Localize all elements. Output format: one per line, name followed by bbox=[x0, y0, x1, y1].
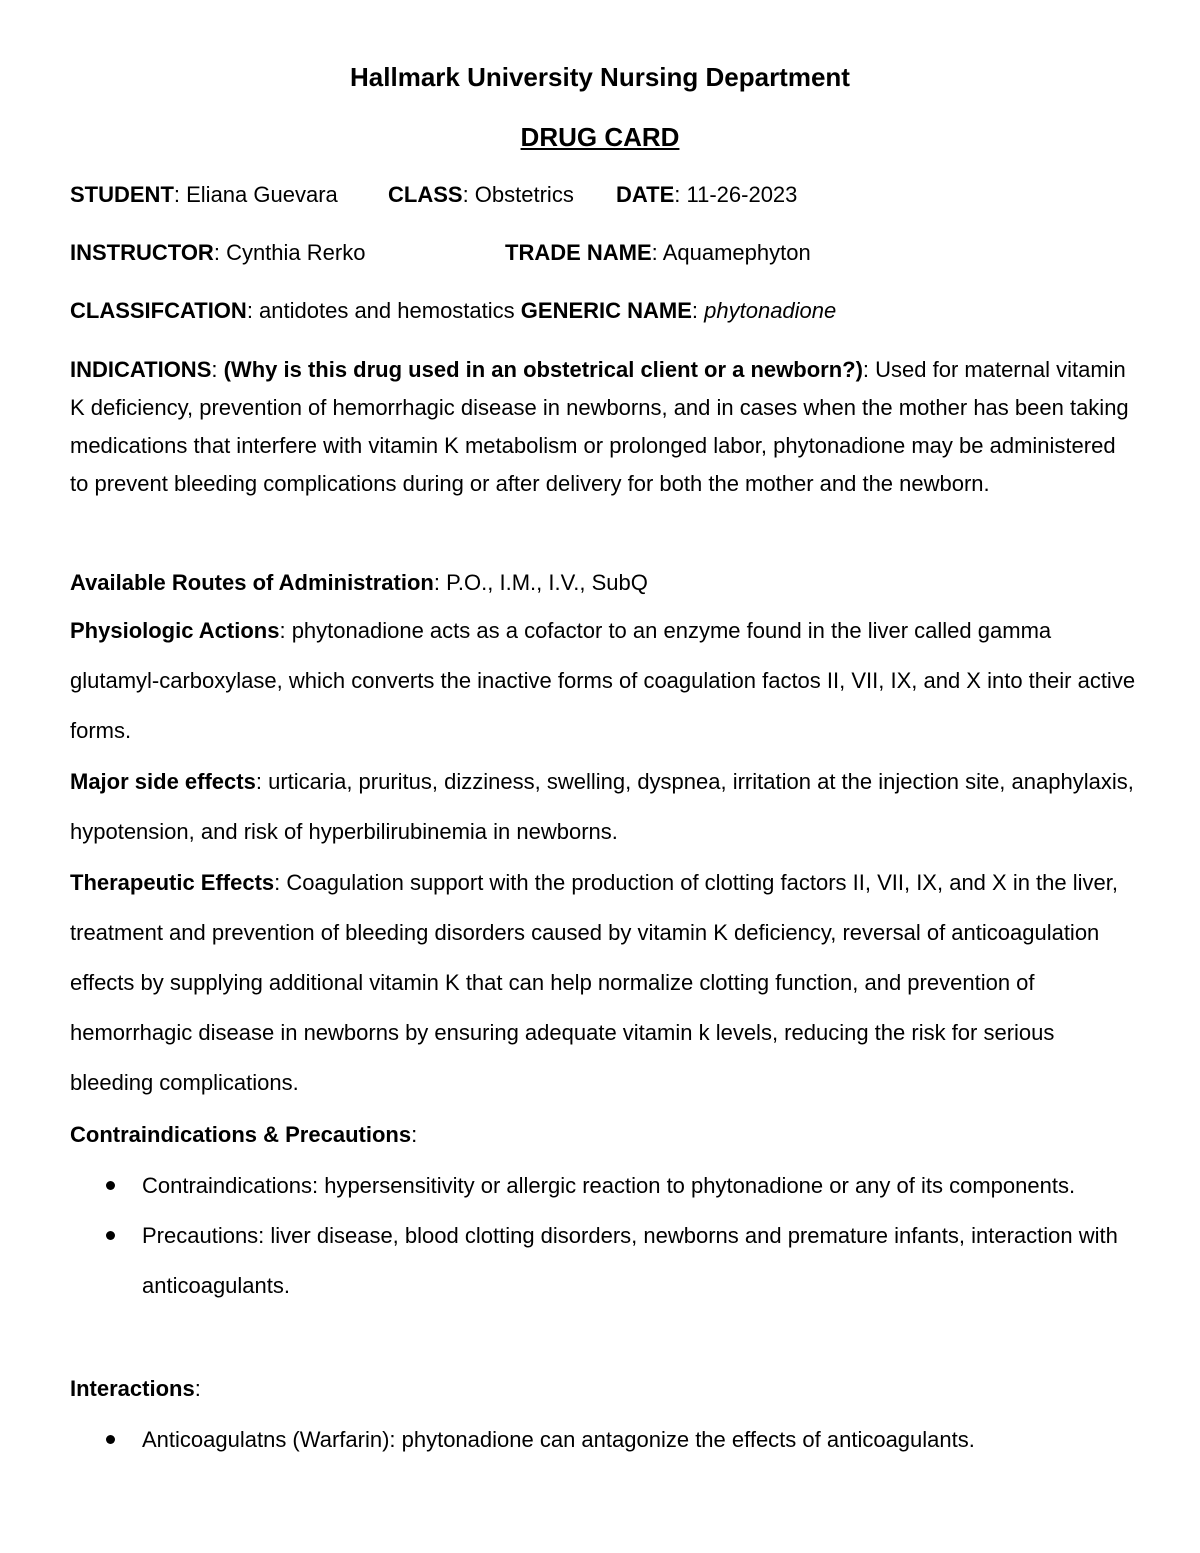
therapeutic-paragraph: Therapeutic Effects: Coagulation support with the production of clotting factors II, VII, IX, and X in the liver, treatment and prevention of bleeding disorders caused by vitamin K deficiency, reversal of anticoagulation effects by supplying additional vitamin K that can help normalize clotting function, and prevention of hemorrhagic disease in newborns by ensuring adequate vitamin k levels, reducing the risk for serious bleeding complications. bbox=[70, 870, 1118, 1095]
indications-text: Used for maternal vitamin K deficiency, prevention of hemorrhagic disease in newborns, and in cases when the mother has been taking medications that interfere with vitamin K metabolism or prolonged labor, phytonadione may be administered to prevent bleeding complications during or after delivery for both the mother and the newborn. bbox=[70, 357, 1129, 496]
list-item-text: Anticoagulatns (Warfarin): phytonadione can antagonize the effects of anticoagulants. bbox=[142, 1427, 975, 1452]
therapeutic-text: Coagulation support with the production of clotting factors II, VII, IX, and X in the liver, treatment and prevention of bleeding disorders caused by vitamin K deficiency, reversal of anticoagulation effects by supplying additional vitamin K that can help normalize clotting function, and prevention of hemorrhagic disease in newborns by ensuring adequate vitamin k levels, reducing the risk for serious bleeding complications. bbox=[70, 870, 1118, 1095]
class-value: Obstetrics bbox=[474, 182, 574, 207]
list-item bbox=[70, 1415, 1130, 1465]
contraindications-list bbox=[70, 1161, 1130, 1311]
instructor-label: INSTRUCTOR bbox=[70, 240, 214, 265]
student-value: Eliana Guevara bbox=[186, 182, 338, 207]
list-item bbox=[70, 1211, 1130, 1311]
routes-label: Available Routes of Administration bbox=[70, 570, 434, 595]
trade-name-label: TRADE NAME bbox=[505, 240, 652, 265]
classification-row: CLASSIFCATION: antidotes and hemostatics GENERIC NAME: phytonadione bbox=[70, 298, 837, 323]
indications-label: INDICATIONS bbox=[70, 357, 212, 382]
contraindications-label: Contraindications & Precautions bbox=[70, 1122, 412, 1147]
bullet-icon bbox=[106, 1181, 115, 1190]
side-effects-label: Major side effects bbox=[70, 769, 256, 794]
list-item bbox=[70, 1161, 1130, 1211]
interactions-list bbox=[70, 1415, 1130, 1465]
instructor-row: INSTRUCTOR: Cynthia Rerko bbox=[70, 240, 366, 265]
physiologic-text: phytonadione acts as a cofactor to an enzyme found in the liver called gamma glutamyl-carboxylase, which converts the inactive forms of coagulation factos II, VII, IX, and X into their active forms. bbox=[70, 618, 1136, 743]
indications-question: (Why is this drug used in an obstetrical client or a newborn?) bbox=[223, 357, 863, 382]
list-item-text: Precautions: liver disease, blood clotting disorders, newborns and premature infants, interaction with anticoagulants. bbox=[142, 1223, 1118, 1298]
document-title: Hallmark University Nursing Department bbox=[350, 62, 850, 92]
contraindications-heading: Contraindications & Precautions: bbox=[70, 1122, 418, 1147]
physiologic-paragraph: Physiologic Actions: phytonadione acts as a cofactor to an enzyme found in the liver called gamma glutamyl-carboxylase, which converts the inactive forms of coagulation factos II, VII, IX, and X into their active forms. bbox=[70, 618, 1136, 743]
instructor-value: Cynthia Rerko bbox=[226, 240, 366, 265]
classification-value: antidotes and hemostatics bbox=[259, 298, 515, 323]
classification-label: CLASSIFCATION bbox=[70, 298, 247, 323]
bullet-icon bbox=[106, 1435, 115, 1444]
interactions-heading: Interactions: bbox=[70, 1376, 201, 1401]
date-label: DATE bbox=[616, 182, 675, 207]
generic-name-label: GENERIC NAME bbox=[520, 298, 692, 323]
trade-name-value: Aquamephyton bbox=[662, 240, 811, 265]
student-label: STUDENT bbox=[70, 182, 174, 207]
indications-paragraph: INDICATIONS: (Why is this drug used in an obstetrical client or a newborn?): Used for maternal vitamin K deficiency, prevention of hemorrhagic disease in newborns, and in cases when the mother has been taking medications that interfere with vitamin K metabolism or prolonged labor, phytonadione may be administered to prevent bleeding complications during or after delivery for both the mother and the newborn. bbox=[70, 357, 1129, 496]
routes-row: Available Routes of Administration: P.O., I.M., I.V., SubQ bbox=[70, 570, 648, 595]
side-effects-paragraph: Major side effects: urticaria, pruritus, dizziness, swelling, dyspnea, irritation at the injection site, anaphylaxis, hypotension, and risk of hyperbilirubinemia in newborns. bbox=[70, 769, 1134, 844]
class-row: CLASS: Obstetrics bbox=[388, 182, 574, 207]
interactions-label: Interactions bbox=[70, 1376, 195, 1401]
generic-name-value: phytonadione bbox=[704, 298, 837, 323]
bullet-icon bbox=[106, 1231, 115, 1240]
class-label: CLASS bbox=[388, 182, 463, 207]
list-item-text: Contraindications: hypersensitivity or allergic reaction to phytonadione or any of its components. bbox=[142, 1173, 1076, 1198]
date-row: DATE: 11-26-2023 bbox=[616, 182, 798, 207]
student-row: STUDENT: Eliana Guevara bbox=[70, 182, 338, 207]
physiologic-label: Physiologic Actions bbox=[70, 618, 280, 643]
trade-name-row: TRADE NAME: Aquamephyton bbox=[505, 240, 811, 265]
document-subtitle: DRUG CARD bbox=[520, 122, 680, 152]
date-value: 11-26-2023 bbox=[686, 182, 798, 207]
therapeutic-label: Therapeutic Effects bbox=[70, 870, 275, 895]
side-effects-text: urticaria, pruritus, dizziness, swelling, dyspnea, irritation at the injection site, anaphylaxis, hypotension, and risk of hyperbilirubinemia in newborns. bbox=[70, 769, 1134, 844]
routes-text: P.O., I.M., I.V., SubQ bbox=[446, 570, 648, 595]
